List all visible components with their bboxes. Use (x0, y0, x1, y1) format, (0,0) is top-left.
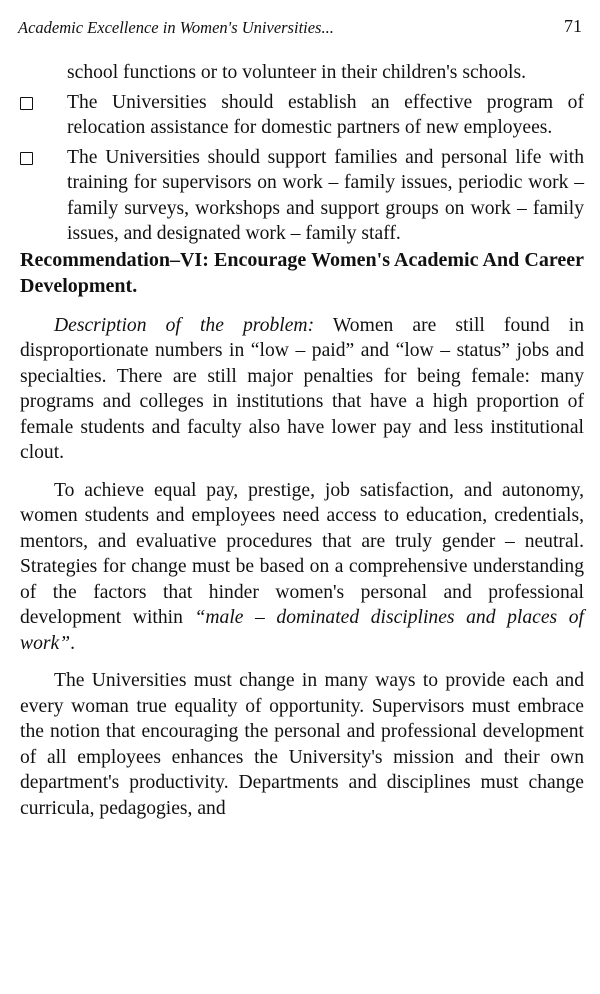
bullet-item (20, 90, 584, 141)
paragraph-text: To achieve equal pay, prestige, job satisfaction, and autonomy, women students and employees need access to education, credentials, mentors, and evaluative procedures that are truly gender – neutral. Strategies for change must be based on a comprehensive understanding of the factors that hinder women's personal and professional development within (20, 479, 584, 628)
bullet-text: The Universities should support families and personal life with training for supervisors on work – family issues, periodic work – family surveys, workshops and support groups on work – family issues, and designated work – family staff. (67, 146, 584, 244)
paragraph: The Universities must change in many ways to provide each and every woman true equality of opportunity. Supervisors must embrace the notion that encouraging the personal and professional development of all employees enhances the University's mission and their own department's productivity. Departments and disciplines must change curricula, pedagogies, and (20, 670, 584, 819)
page-number: 71 (564, 16, 582, 36)
paragraph (20, 313, 584, 466)
bullet-item (20, 145, 584, 247)
paragraph-text: Women are still found in disproportionate numbers in “low – paid” and “low – status” jobs and specialties. There are still major penalties for being female: many programs and colleges in institutions that have a high proportion of female students and faculty also have lower pay and less institutional clout. (20, 314, 584, 463)
section-heading: Recommendation–VI: Encourage Women's Academic And Career Development. (20, 248, 584, 297)
lead-in: Description of the problem: (54, 314, 315, 336)
emphasized-quote: “male – dominated disciplines and places of work” (20, 607, 585, 654)
page-header (18, 14, 582, 38)
body-text (20, 60, 584, 821)
paragraph (20, 478, 584, 657)
continued-paragraph: school functions or to volunteer in their children's schools. (67, 62, 526, 83)
bullet-text: The Universities should establish an effective program of relocation assistance for domestic partners of new employees. (67, 91, 584, 138)
paragraph-end: . (70, 632, 75, 654)
checkbox-bullet-icon (20, 152, 33, 165)
checkbox-bullet-icon (20, 97, 33, 110)
running-title: Academic Excellence in Women's Universities... (18, 18, 334, 37)
